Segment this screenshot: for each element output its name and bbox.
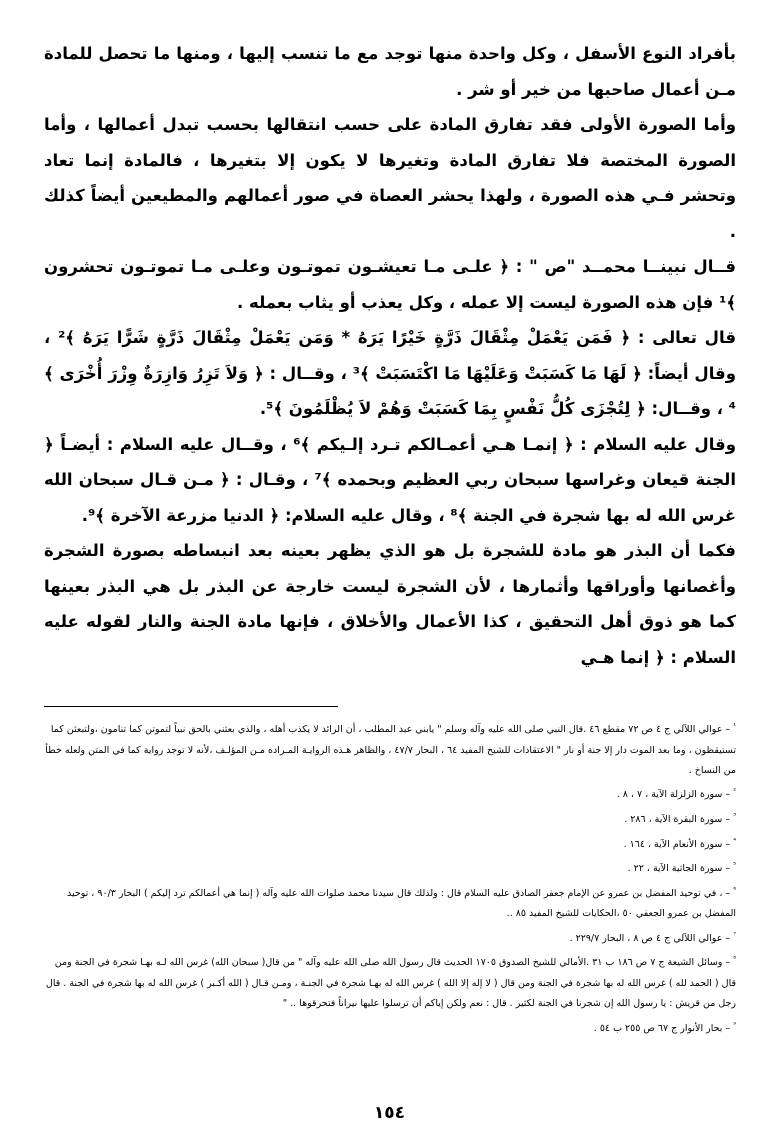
footnote-text: سورة الجاثية الآية ، ٢٢ . <box>627 863 723 875</box>
footnote: $^{^9}$ – بحار الأنوار ج ٦٧ ص ٢٥٥ ب ٥٤ . <box>593 1020 736 1034</box>
footnote-number: ² <box>733 787 736 796</box>
footnote-number: ⁷ <box>733 930 736 939</box>
footnote-text: سورة الأنعام الآية ، ١٦٤ . <box>623 838 723 850</box>
footnote: $^{^6}$ – ، في توحيد المفضل بن عمرو عن الإمام جعفر الصادق عليه السلام قال : ولذلك قال سيدنا محمد صلوات الله عليه وآله ( إنما هي أعمالكم ترد إليكم ) البحار ٩٠/٣ ، توحيد المفضل بن عمرو الجعفي ٥٠ ،الحكايات للشيخ المفيد ٨٥ .. <box>67 885 736 920</box>
footnote-number: ⁴ <box>733 836 736 845</box>
paragraph: قــال نبينــا محمــد "ص " : ﴿ علـى مـا تعيشـون تموتـون وعلـى مـا تموتـون تحشرون ﴾¹ فإن هذه الصورة ليست إلا عمله ، وكل يعذب أو يثاب بعمله . <box>44 257 736 312</box>
footnote: $^{^2}$ – سورة الزلزلة الآية ، ٧ ، ٨ . <box>616 787 736 801</box>
footnote-number: ³ <box>733 811 736 820</box>
footnote-text: سورة البقرة الآية ، ٢٨٦ . <box>624 814 723 826</box>
main-text <box>44 36 736 675</box>
footnote: $^{^3}$ – سورة البقرة الآية ، ٢٨٦ . <box>624 811 736 826</box>
footnote-text: عوالي اللآلي ج ٤ ص ٧٢ مقطع ٤٦ .قال النبي صلى الله عليه وآله وسلم " يابني عبد المطلب ، أن الرائد لا يكذب أهله ، والذي بعثني بالحق نبياً لتموتن كما تنامون ،ولتبعثن كما تستيقظون ، وما بعد الموت دار إلا جنة أو نار " الاعتقادات للشيخ المفيد ٦٤ ، البحار ٤٧/٧ ، والظاهر هـذه الروايـة المـراده مـن المؤلـف ،لأنه لا توجد رواية كما في المتن ولعله خطأ من النساخ . <box>45 724 736 776</box>
paragraph-quran-verses: قال تعالى : ﴿ فَمَن يَعْمَلْ مِثْقَالَ ذَرَّةٍ خَيْرًا يَرَهُ * وَمَن يَعْمَلْ مِثْقَالَ ذَرَّةٍ شَرًّا يَرَهُ ﴾² ، وقال أيضاً: ﴿ لَهَا مَا كَسَبَتْ وَعَلَيْهَا مَا اكْتَسَبَتْ ﴾³ ، وقــال : ﴿ وَلاَ تَزِرُ وَازِرَةٌ وِزْرَ أُخْرَى ﴾⁴ ، وقــال: ﴿ لِتُجْزَى كُلُّ نَفْسٍ بِمَا كَسَبَتْ وَهُمْ لاَ يُظْلَمُونَ ﴾⁵. <box>44 328 736 418</box>
footnote: $^{^8}$ – وسائل الشيعة ج ٧ ص ١٨٦ ب ٣١ .الأمالي للشيخ الصدوق ١٧٠٥ الحديث قال رسول الله صلى الله عليه وآله " من قال( سبحان الله) غرس الله لـه بهـا شجرة في الجنة ومن قال ( الحمد لله ) غرس الله له بها شجرة في الجنة ومن قال ( لا إله إلا الله ) غرس الله له بهـا شجرة في الجنـة ، ومـن قـال ( الله أكـبر ) غرس الله له بها شجرة في الجنة . قال رجل من قريش : يا رسول الله إن شجرنا في الجنة لكثير . قال : نعم ولكن إياكم أن ترسلوا عليها نيراناً فتحرقوها .. " <box>45 955 736 1010</box>
footnote-text: وسائل الشيعة ج ٧ ص ١٨٦ ب ٣١ .الأمالي للشيخ الصدوق ١٧٠٥ الحديث قال رسول الله صلى الله عليه وآله " من قال( سبحان الله) غرس الله لـه بهـا شجرة في الجنة ومن قال ( الحمد لله ) غرس الله له بها شجرة في الجنة ومن قال ( لا إله إلا الله ) غرس الله له بهـا شجرة في الجنـة ، ومـن قـال ( الله أكـبر ) غرس الله له بها شجرة في الجنة . قال رجل من قريش : يا رسول الله إن شجرنا في الجنة لكثير . قال : نعم ولكن إياكم أن ترسلوا عليها نيراناً فتحرقوها .. " <box>45 957 736 1010</box>
footnote: $^{^7}$ – عوالي اللآلي ج ٤ ص ٨ ، البحار ٢٢٩/٧ . <box>569 930 736 944</box>
footnote-text: سورة الزلزلة الآية ، ٧ ، ٨ . <box>616 789 723 801</box>
footnote-number: ⁸ <box>733 955 736 964</box>
footnotes <box>40 716 736 1039</box>
footnote-number: ⁵ <box>733 861 736 870</box>
footnote: $^{^1}$ – عوالي اللآلي ج ٤ ص ٧٢ مقطع ٤٦ .قال النبي صلى الله عليه وآله وسلم " يابني عبد المطلب ، أن الرائد لا يكذب أهله ، والذي بعثني بالحق نبياً لتموتن كما تنامون ،ولتبعثن كما تستيقظون ، وما بعد الموت دار إلا جنة أو نار " الاعتقادات للشيخ المفيد ٦٤ ، البحار ٤٧/٧ ، والظاهر هـذه الروايـة المـراده مـن المؤلـف ،لأنه لا توجد رواية كما في المتن ولعله خطأ من النساخ . <box>45 722 736 776</box>
paragraph: بأفراد النوع الأسفل ، وكل واحدة منها توجد مع ما تنسب إليها ، ومنها ما تحصل للمادة مـن أعمال صاحبها من خير أو شر . <box>44 44 736 99</box>
paragraph: فكما أن البذر هو مادة للشجرة بل هو الذي يظهر بعينه بعد انبساطه بصورة الشجرة وأغصانها وأوراقها وأثمارها ، لأن الشجرة ليست خارجة عن البذر بل هي البذر بعينها كما هو ذوق أهل التحقيق ، كذا الأعمال والأخلاق ، فإنها مادة الجنة والنار لقوله عليه السلام : ﴿ إنما هـي <box>44 541 736 667</box>
footnote-separator <box>44 706 338 707</box>
footnote-number: ⁶ <box>733 885 736 894</box>
page-number: ١٥٤ <box>373 1103 406 1123</box>
paragraph-hadith: وقال عليه السلام : ﴿ إنمـا هـي أعمـالكم تـرد إلـيكم ﴾⁶ ، وقــال عليه السلام : أيضـاً ﴿ الجنة قيعان وغراسها سبحان ربي العظيم وبحمده ﴾⁷ ، وقـال : ﴿ مـن قـال سبحان الله غرس الله له بها شجرة في الجنة ﴾⁸ ، وقال عليه السلام: ﴿ الدنيا مزرعة الآخرة ﴾⁹. <box>44 434 736 525</box>
footnote: $^{^5}$ – سورة الجاثية الآية ، ٢٢ . <box>627 861 736 875</box>
footnote-text: ، في توحيد المفضل بن عمرو عن الإمام جعفر الصادق عليه السلام قال : ولذلك قال سيدنا محمد صلوات الله عليه وآله ( إنما هي أعمالكم ترد إليكم ) البحار ٩٠/٣ ، توحيد المفضل بن عمرو الجعفي ٥٠ ،الحكايات للشيخ المفيد ٨٥ .. <box>67 887 736 920</box>
paragraph: وأما الصورة الأولى فقد تفارق المادة على حسب انتقالها بحسب تبدل أعمالها ، وأما الصورة المختصة فلا تفارق المادة وتغيرها لا يكون إلا بتغيرها ، فالمادة إنما تعاد وتحشر فـي هذه الصورة ، ولهذا يحشر العصاة في صور أعمالهم والمطيعين أيضاً كذلك . <box>44 115 736 241</box>
footnote-number: ⁹ <box>733 1020 736 1029</box>
footnote: $^{^4}$ – سورة الأنعام الآية ، ١٦٤ . <box>623 836 736 850</box>
footnote-text: عوالي اللآلي ج ٤ ص ٨ ، البحار ٢٢٩/٧ . <box>569 932 723 944</box>
footnote-number: ¹ <box>733 722 736 730</box>
footnote-text: بحار الأنوار ج ٦٧ ص ٢٥٥ ب ٥٤ . <box>593 1022 723 1034</box>
